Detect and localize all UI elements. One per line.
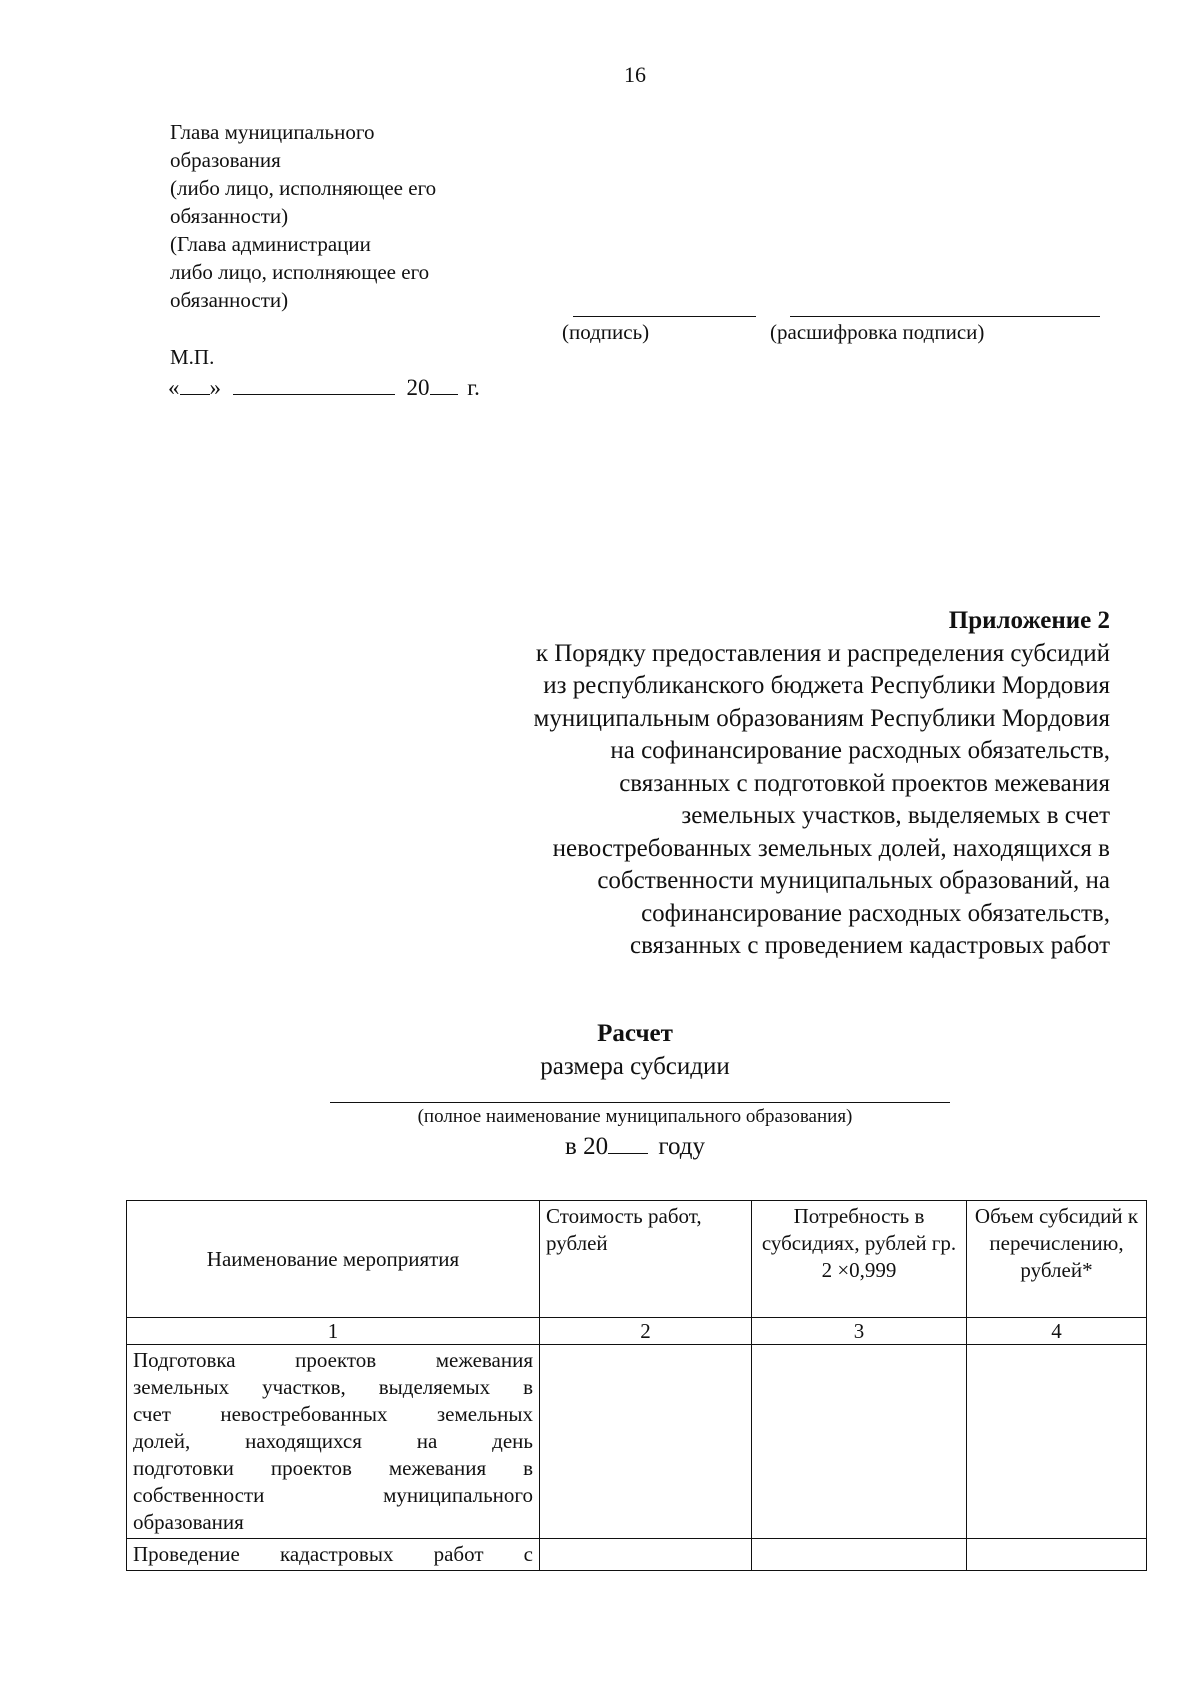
signatory-line: (Глава администрации <box>170 232 371 256</box>
date-close-quote: » <box>209 375 221 400</box>
year-prefix: в 20 <box>565 1133 609 1160</box>
activity-name-line: земельных участков, выделяемых в <box>133 1375 533 1399</box>
appendix-line: земельных участков, выделяемых в счет <box>681 802 1110 829</box>
municipality-name-caption: (полное наименование муниципального образования) <box>417 1106 853 1127</box>
activity-name-cell <box>127 1345 540 1539</box>
column-header: Потребность в субсидиях, рублей гр. 2 ×0,999 <box>752 1201 967 1318</box>
subsidy-calculation-table <box>126 1200 1147 1571</box>
appendix-line: связанных с проведением кадастровых работ <box>629 932 1110 959</box>
appendix-title: Приложение 2 <box>948 607 1110 634</box>
activity-name-line: подготовки проектов межевания в <box>133 1456 533 1480</box>
date-year-prefix: 20 <box>406 375 430 400</box>
appendix-line: невостребованных земельных долей, находящихся в <box>552 834 1110 862</box>
date-line <box>168 375 480 401</box>
signature-line <box>573 316 756 317</box>
day-blank <box>180 376 210 395</box>
column-number: 3 <box>752 1318 967 1345</box>
appendix-line: собственности муниципальных образований, на <box>597 867 1110 894</box>
stamp-label: М.П. <box>170 345 215 369</box>
year-blank <box>430 376 458 395</box>
signatory-line: обязанности) <box>170 288 289 312</box>
cost-cell[interactable] <box>540 1345 752 1539</box>
signature-caption: (подпись) <box>562 320 650 344</box>
activity-name-line: образования <box>133 1510 244 1534</box>
date-open-quote: « <box>168 375 180 400</box>
cost-cell[interactable] <box>540 1539 752 1571</box>
date-year-suffix: г. <box>467 375 480 400</box>
table-row <box>127 1345 1147 1539</box>
month-blank <box>233 376 395 395</box>
signatory-line: обязанности) <box>170 204 289 228</box>
activity-name-cell <box>127 1539 540 1571</box>
page-number: 16 <box>624 62 646 87</box>
calculation-subtitle: размера субсидии <box>540 1053 730 1080</box>
activity-name-line: собственности муниципального <box>133 1483 533 1507</box>
year-blank <box>608 1135 648 1154</box>
column-header: Стоимость работ, рублей <box>540 1201 752 1318</box>
appendix-line: на софинансирование расходных обязательств, <box>610 737 1110 764</box>
appendix-header <box>420 605 1110 963</box>
signatory-title <box>170 118 436 314</box>
signatory-line: (либо лицо, исполняющее его <box>170 176 437 200</box>
calculation-title: Расчет <box>597 1020 673 1047</box>
signatory-line: либо лицо, исполняющее его <box>170 260 430 284</box>
appendix-line: к Порядку предоставления и распределения субсидий <box>535 639 1110 667</box>
signatory-line: Глава муниципального <box>170 120 375 144</box>
column-number: 1 <box>127 1318 540 1345</box>
column-header: Объем субсидий к перечислению, рублей* <box>967 1201 1147 1318</box>
table-row <box>127 1539 1147 1571</box>
signature-decoding-caption: (расшифровка подписи) <box>770 320 985 344</box>
appendix-line: из республиканского бюджета Республики Мордовия <box>543 672 1110 699</box>
volume-cell[interactable] <box>967 1345 1147 1539</box>
volume-cell[interactable] <box>967 1539 1147 1571</box>
calculation-year <box>0 1133 1200 1161</box>
need-cell[interactable] <box>752 1539 967 1571</box>
column-number: 4 <box>967 1318 1147 1345</box>
signature-decoding-line <box>790 316 1100 317</box>
signatory-line: образования <box>170 148 281 172</box>
column-number: 2 <box>540 1318 752 1345</box>
activity-name-line: Проведение кадастровых работ с <box>133 1542 533 1566</box>
activity-name-line: Подготовка проектов межевания <box>133 1348 533 1372</box>
column-header: Наименование мероприятия <box>127 1201 540 1318</box>
activity-name-line: долей, находящихся на день <box>133 1429 533 1453</box>
need-cell[interactable] <box>752 1345 967 1539</box>
appendix-line: софинансирование расходных обязательств, <box>641 899 1110 927</box>
year-suffix: году <box>658 1133 705 1160</box>
appendix-line: муниципальным образованиям Республики Мордовия <box>533 704 1110 732</box>
column-number-row <box>127 1318 1147 1345</box>
municipality-name-line <box>330 1102 950 1103</box>
activity-name-line: счет невостребованных земельных <box>133 1402 533 1426</box>
table-header-row <box>127 1201 1147 1318</box>
appendix-line: связанных с подготовкой проектов межевания <box>619 769 1110 797</box>
